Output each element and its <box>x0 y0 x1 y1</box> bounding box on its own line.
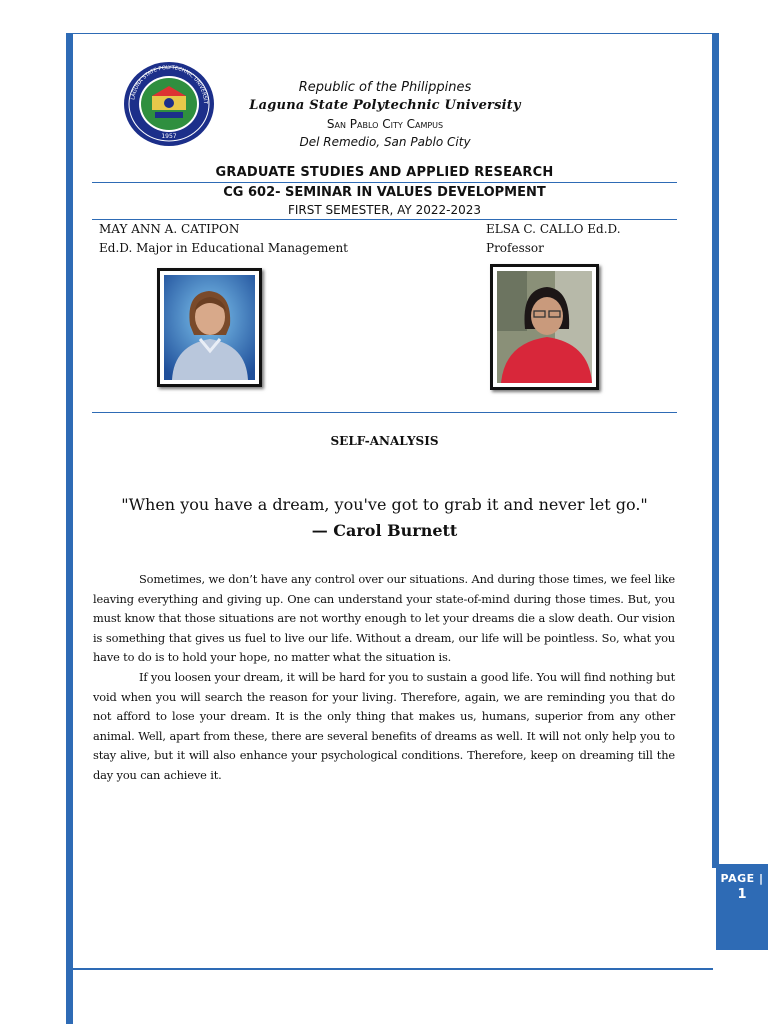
professor-photo <box>490 264 599 390</box>
quote-text: "When you have a dream, you've got to grab it and never let go." <box>121 495 648 514</box>
page-border-bottom <box>73 968 713 970</box>
professor-role: Professor <box>486 241 544 255</box>
header-republic: Republic of the Philippines <box>298 80 472 95</box>
seal-ring-text: LAGUNA STATE POLYTECHNIC UNIVERSIT <box>130 64 209 105</box>
university-seal-logo <box>122 60 216 148</box>
divider <box>92 412 677 413</box>
divider <box>92 182 677 183</box>
paragraph: Sometimes, we don’t have any control over our situations. And during those times, we feel like leaving everything and giving up. One can understand your state-of-mind during those times. But, you must know that those situations are not worthy enough to let your dreams die a slow death. Our vision is something that gives us fuel to live our life. Without a dream, our life will be pointless. So, what you have to do is to hold your hope, no matter what the situation is. <box>93 572 675 665</box>
seal-year: 1957 <box>161 133 177 140</box>
page-label: PAGE | <box>720 872 764 885</box>
header-university: Laguna State Polytechnic University <box>249 98 521 113</box>
student-name: MAY ANN A. CATIPON <box>99 222 240 236</box>
quote-block <box>92 492 677 544</box>
quote-author: — Carol Burnett <box>311 521 458 540</box>
page-number: 1 <box>737 887 747 902</box>
page-border-left <box>66 33 73 1024</box>
professor-block <box>486 220 621 258</box>
header-campus: San Pablo City Campus <box>326 117 444 131</box>
student-block <box>99 220 348 258</box>
professor-name: ELSA C. CALLO Ed.D. <box>486 222 621 236</box>
page-number-tab <box>716 864 768 950</box>
student-program: Ed.D. Major in Educational Management <box>99 241 348 255</box>
course-title: CG 602- SEMINAR IN VALUES DEVELOPMENT <box>223 185 546 200</box>
header-address: Del Remedio, San Pablo City <box>299 135 471 149</box>
department-title: GRADUATE STUDIES AND APPLIED RESEARCH <box>215 165 554 180</box>
document-title: SELF-ANALYSIS <box>330 434 439 448</box>
semester-label: FIRST SEMESTER, AY 2022-2023 <box>287 203 481 217</box>
essay-body <box>93 570 675 786</box>
student-photo <box>157 268 262 387</box>
page-border-right <box>712 33 719 868</box>
page-border-top <box>66 33 719 34</box>
paragraph: If you loosen your dream, it will be hard for you to sustain a good life. You will find nothing but void when you will search the reason for your living. Therefore, again, we are reminding you that do not afford to lose your dream. It is the only thing that makes us, humans, superior from any other animal. Well, apart from these, there are several benefits of dreams as well. It will not only help you to stay alive, but it will also enhance your psychological conditions. Therefore, keep on dreaming till the day you can achieve it. <box>93 669 675 782</box>
letterhead <box>230 79 540 151</box>
